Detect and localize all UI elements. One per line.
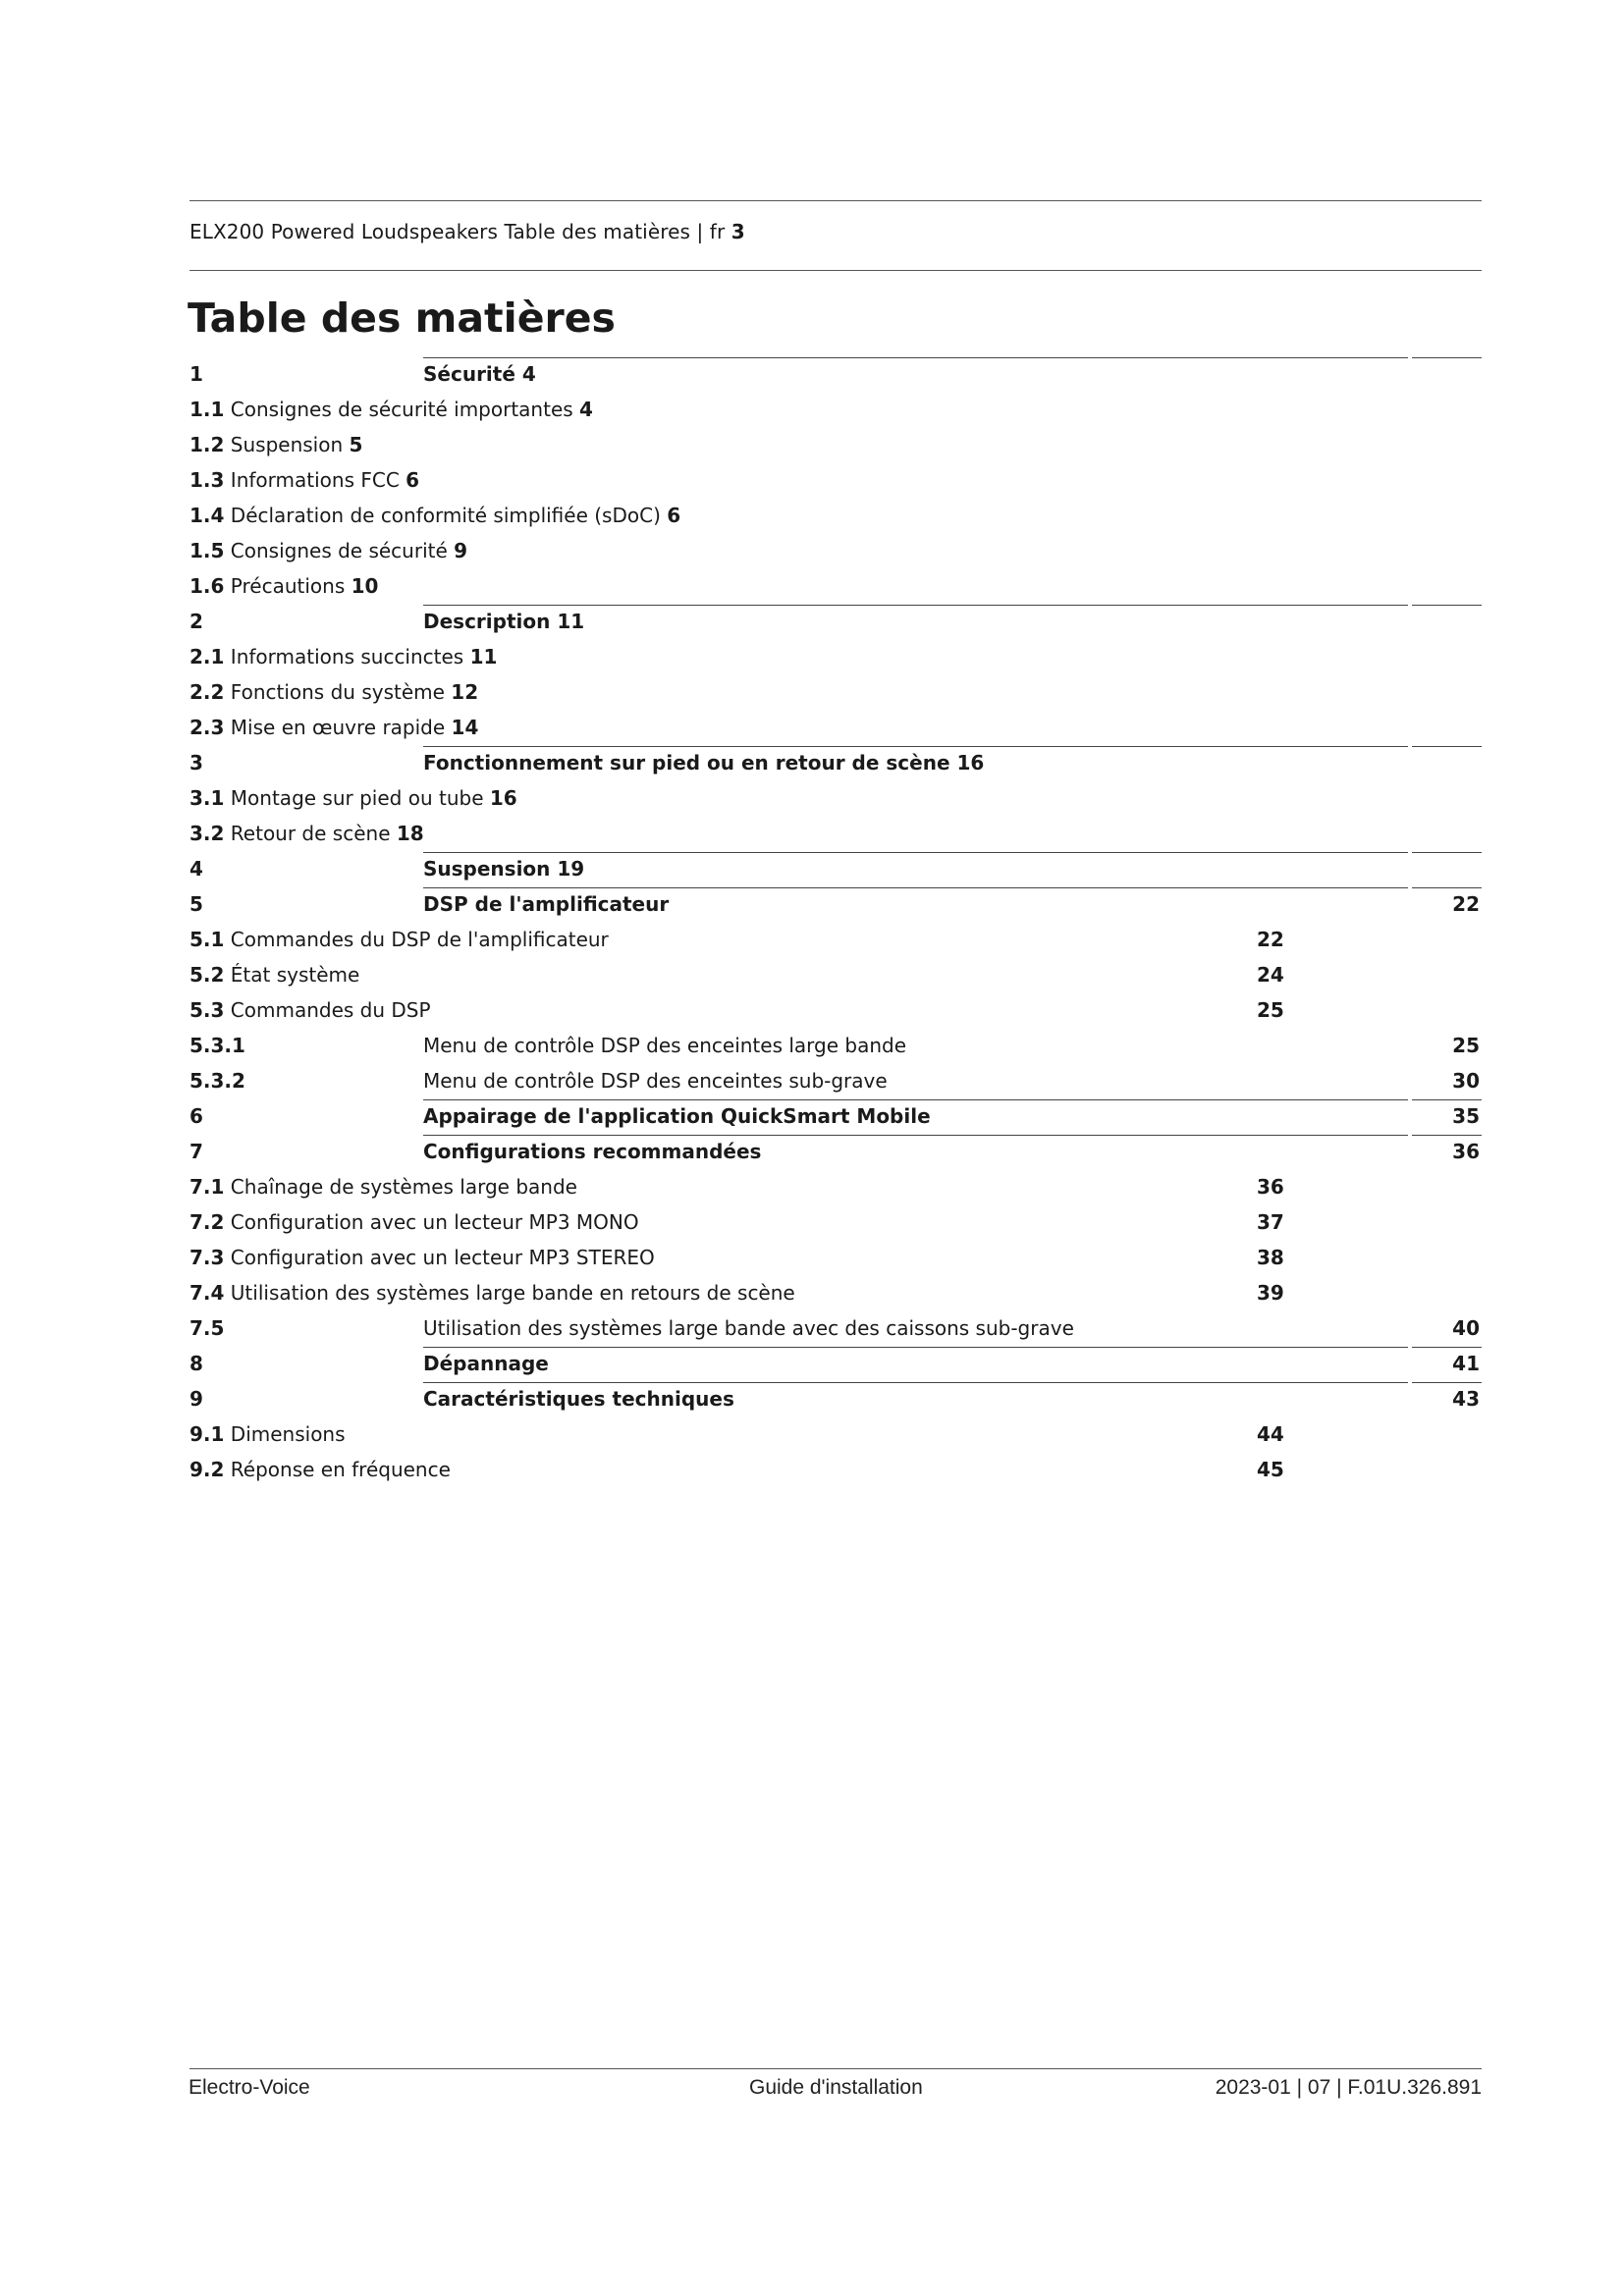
footer-rule xyxy=(189,2068,1482,2069)
toc-entry[interactable] xyxy=(189,428,1482,463)
toc-entry-label: Précautions xyxy=(230,574,346,598)
toc-entry-label: Utilisation des systèmes large bande en retours de scène xyxy=(230,1281,795,1305)
toc-entry-number: 3.2 xyxy=(189,822,225,845)
chapter-rule xyxy=(1412,852,1482,853)
toc-entry-text xyxy=(189,786,517,810)
toc-entry-page: 44 xyxy=(1257,1422,1284,1446)
toc-entry-page: 37 xyxy=(1257,1210,1284,1234)
toc-entry-page: 16 xyxy=(489,786,517,810)
toc-entry-text xyxy=(189,1458,451,1481)
toc-chapter-page: 16 xyxy=(956,751,985,774)
toc-entry-text xyxy=(189,1210,639,1234)
toc-entry-label: Configuration avec un lecteur MP3 STEREO xyxy=(230,1246,655,1269)
toc-entry-text xyxy=(189,645,497,668)
toc-chapter-label: Sécurité xyxy=(423,362,515,386)
toc-entry[interactable] xyxy=(189,993,1482,1029)
toc-entry[interactable] xyxy=(189,640,1482,675)
toc-entry-page: 4 xyxy=(579,398,593,421)
toc-chapter-text xyxy=(423,362,536,386)
toc-entry-page: 22 xyxy=(1257,928,1284,951)
toc-chapter-text xyxy=(423,610,584,633)
toc-chapter-label: Configurations recommandées xyxy=(423,1140,762,1163)
toc-entry[interactable] xyxy=(189,534,1482,569)
toc-entry-label: Informations succinctes xyxy=(230,645,464,668)
toc-chapter-number: 2 xyxy=(189,610,203,633)
toc-entry-page: 25 xyxy=(1257,998,1284,1022)
toc-entry-number: 1.3 xyxy=(189,468,225,492)
toc-entry[interactable] xyxy=(189,1347,1482,1382)
toc-entry-label: Fonctions du système xyxy=(230,680,445,704)
toc-entry-text xyxy=(189,1422,346,1446)
toc-chapter-page: 43 xyxy=(1452,1387,1480,1411)
toc-entry-text xyxy=(189,1246,655,1269)
toc-entry-page: 36 xyxy=(1257,1175,1284,1199)
toc-chapter-number: 6 xyxy=(189,1104,203,1128)
toc-entry-page: 38 xyxy=(1257,1246,1284,1269)
toc-entry-label: Suspension xyxy=(230,433,344,456)
chapter-rule xyxy=(1412,357,1482,358)
toc-entry-number: 5.3 xyxy=(189,998,225,1022)
toc-entry-number: 1.1 xyxy=(189,398,225,421)
toc-entry-text xyxy=(189,468,419,492)
toc-entry[interactable] xyxy=(189,817,1482,852)
toc-subsection-page: 40 xyxy=(1452,1316,1480,1340)
chapter-rule xyxy=(423,852,1408,853)
toc-entry-number: 7.3 xyxy=(189,1246,225,1269)
toc-entry-text xyxy=(189,1281,795,1305)
toc-entry-number: 1.6 xyxy=(189,574,225,598)
toc-subsection-number: 7.5 xyxy=(189,1316,225,1340)
toc-entry[interactable] xyxy=(189,1311,1482,1347)
toc-entry-number: 1.4 xyxy=(189,504,225,527)
toc-entry[interactable] xyxy=(189,569,1482,605)
chapter-rule xyxy=(423,1347,1408,1348)
toc-subsection-label: Utilisation des systèmes large bande avec des caissons sub-grave xyxy=(423,1316,1074,1340)
chapter-rule xyxy=(1412,605,1482,606)
toc-entry-label: Configuration avec un lecteur MP3 MONO xyxy=(230,1210,639,1234)
page-title: Table des matières xyxy=(188,294,616,342)
toc-chapter-label: Fonctionnement sur pied ou en retour de scène xyxy=(423,751,950,774)
toc-entry-number: 3.1 xyxy=(189,786,225,810)
toc-entry-number: 9.2 xyxy=(189,1458,225,1481)
toc-entry-number: 7.4 xyxy=(189,1281,225,1305)
toc-entry-text xyxy=(189,539,467,562)
chapter-rule xyxy=(1412,887,1482,888)
chapter-rule xyxy=(423,605,1408,606)
toc-entry[interactable] xyxy=(189,1170,1482,1205)
toc-entry-label: État système xyxy=(230,963,360,987)
toc-entry-text xyxy=(189,1175,577,1199)
toc-entry-text xyxy=(189,398,593,421)
toc-chapter-number: 9 xyxy=(189,1387,203,1411)
toc-chapter-label: DSP de l'amplificateur xyxy=(423,892,670,916)
header-text: ELX200 Powered Loudspeakers Table des matières | fr xyxy=(189,220,726,243)
toc-chapter-page: 35 xyxy=(1452,1104,1480,1128)
toc-entry-page: 5 xyxy=(349,433,363,456)
toc-entry-text xyxy=(189,574,378,598)
toc-entry[interactable] xyxy=(189,675,1482,711)
chapter-rule xyxy=(1412,1099,1482,1100)
toc-entry-text xyxy=(189,504,680,527)
toc-entry-number: 2.3 xyxy=(189,716,225,739)
footer-brand: Electro-Voice xyxy=(189,2076,310,2099)
toc-entry-number: 9.1 xyxy=(189,1422,225,1446)
toc-entry[interactable] xyxy=(189,605,1482,640)
toc-entry[interactable] xyxy=(189,711,1482,746)
toc-entry[interactable] xyxy=(189,923,1482,958)
toc-entry-label: Consignes de sécurité importantes xyxy=(230,398,573,421)
toc-chapter-number: 5 xyxy=(189,892,203,916)
toc-entry-page: 10 xyxy=(351,574,379,598)
toc-subsection-page: 25 xyxy=(1452,1034,1480,1057)
toc-chapter-page: 36 xyxy=(1452,1140,1480,1163)
toc-entry-text xyxy=(189,963,359,987)
toc-entry[interactable] xyxy=(189,1241,1482,1276)
toc-entry-number: 7.1 xyxy=(189,1175,225,1199)
toc-subsection-number: 5.3.2 xyxy=(189,1069,245,1093)
toc-entry-label: Réponse en fréquence xyxy=(230,1458,451,1481)
toc-entry-page: 18 xyxy=(396,822,424,845)
toc-entry-text xyxy=(189,928,609,951)
footer-document-type: Guide d'installation xyxy=(749,2076,923,2099)
toc-chapter-label: Description xyxy=(423,610,551,633)
toc-subsection-number: 5.3.1 xyxy=(189,1034,245,1057)
toc-chapter-page: 22 xyxy=(1452,892,1480,916)
toc-entry-number: 1.5 xyxy=(189,539,225,562)
toc-entry[interactable] xyxy=(189,1205,1482,1241)
chapter-rule xyxy=(1412,1135,1482,1136)
toc-entry-page: 6 xyxy=(406,468,420,492)
chapter-rule xyxy=(423,1099,1408,1100)
toc-entry-number: 1.2 xyxy=(189,433,225,456)
toc-entry[interactable] xyxy=(189,393,1482,428)
toc-entry-label: Retour de scène xyxy=(230,822,391,845)
toc-entry[interactable] xyxy=(189,887,1482,923)
toc-entry-number: 5.1 xyxy=(189,928,225,951)
toc-chapter-page: 19 xyxy=(557,857,585,881)
toc-entry[interactable] xyxy=(189,357,1482,393)
toc-entry[interactable] xyxy=(189,1064,1482,1099)
table-of-contents xyxy=(189,357,1482,1488)
chapter-rule xyxy=(1412,1382,1482,1383)
toc-entry[interactable] xyxy=(189,499,1482,534)
toc-chapter-label: Suspension xyxy=(423,857,551,881)
toc-chapter-number: 3 xyxy=(189,751,203,774)
toc-entry-label: Informations FCC xyxy=(230,468,400,492)
chapter-rule xyxy=(1412,1347,1482,1348)
toc-entry-text xyxy=(189,680,478,704)
toc-entry-number: 7.2 xyxy=(189,1210,225,1234)
toc-entry[interactable] xyxy=(189,1382,1482,1417)
toc-chapter-label: Dépannage xyxy=(423,1352,549,1375)
toc-entry-label: Mise en œuvre rapide xyxy=(230,716,446,739)
toc-chapter-number: 4 xyxy=(189,857,203,881)
toc-entry-number: 2.2 xyxy=(189,680,225,704)
header-bottom-rule xyxy=(189,270,1482,271)
toc-entry-label: Chaînage de systèmes large bande xyxy=(230,1175,577,1199)
toc-entry[interactable] xyxy=(189,781,1482,817)
toc-entry-page: 45 xyxy=(1257,1458,1284,1481)
chapter-rule xyxy=(423,1135,1408,1136)
toc-entry[interactable] xyxy=(189,1099,1482,1135)
toc-subsection-label: Menu de contrôle DSP des enceintes large bande xyxy=(423,1034,907,1057)
toc-chapter-page: 4 xyxy=(521,362,536,386)
toc-entry-page: 12 xyxy=(451,680,479,704)
chapter-rule xyxy=(423,1382,1408,1383)
toc-entry[interactable] xyxy=(189,746,1482,781)
toc-entry-label: Commandes du DSP xyxy=(230,998,431,1022)
toc-entry[interactable] xyxy=(189,958,1482,993)
toc-entry-text xyxy=(189,716,478,739)
toc-entry-page: 39 xyxy=(1257,1281,1284,1305)
toc-entry-text xyxy=(189,998,431,1022)
toc-chapter-page: 11 xyxy=(557,610,585,633)
toc-entry[interactable] xyxy=(189,1029,1482,1064)
toc-entry-number: 5.2 xyxy=(189,963,225,987)
toc-subsection-label: Menu de contrôle DSP des enceintes sub-grave xyxy=(423,1069,888,1093)
toc-entry[interactable] xyxy=(189,1276,1482,1311)
toc-chapter-number: 8 xyxy=(189,1352,203,1375)
toc-chapter-page: 41 xyxy=(1452,1352,1480,1375)
toc-entry[interactable] xyxy=(189,1417,1482,1453)
toc-entry-number: 2.1 xyxy=(189,645,225,668)
toc-subsection-page: 30 xyxy=(1452,1069,1480,1093)
toc-entry-label: Commandes du DSP de l'amplificateur xyxy=(230,928,609,951)
chapter-rule xyxy=(423,357,1408,358)
toc-chapter-text xyxy=(423,751,984,774)
toc-entry-label: Dimensions xyxy=(230,1422,346,1446)
toc-entry-label: Déclaration de conformité simplifiée (sDoC) xyxy=(230,504,661,527)
toc-chapter-label: Caractéristiques techniques xyxy=(423,1387,734,1411)
chapter-rule xyxy=(1412,746,1482,747)
toc-entry[interactable] xyxy=(189,1453,1482,1488)
header-page-number: 3 xyxy=(731,220,745,243)
toc-chapter-label: Appairage de l'application QuickSmart Mobile xyxy=(423,1104,931,1128)
toc-entry[interactable] xyxy=(189,463,1482,499)
toc-entry-text xyxy=(189,822,424,845)
chapter-rule xyxy=(423,887,1408,888)
toc-chapter-number: 1 xyxy=(189,362,203,386)
header-top-rule xyxy=(189,200,1482,201)
footer-document-id: 2023-01 | 07 | F.01U.326.891 xyxy=(1215,2076,1482,2099)
chapter-rule xyxy=(423,746,1408,747)
toc-entry[interactable] xyxy=(189,852,1482,887)
toc-entry-label: Consignes de sécurité xyxy=(230,539,448,562)
page-header xyxy=(189,220,745,243)
toc-entry-page: 9 xyxy=(454,539,468,562)
toc-entry-page: 11 xyxy=(469,645,498,668)
toc-entry-page: 14 xyxy=(451,716,479,739)
toc-entry-page: 6 xyxy=(667,504,681,527)
toc-chapter-number: 7 xyxy=(189,1140,203,1163)
toc-entry-page: 24 xyxy=(1257,963,1284,987)
toc-entry-text xyxy=(189,433,362,456)
toc-chapter-text xyxy=(423,857,584,881)
toc-entry[interactable] xyxy=(189,1135,1482,1170)
toc-entry-label: Montage sur pied ou tube xyxy=(230,786,484,810)
